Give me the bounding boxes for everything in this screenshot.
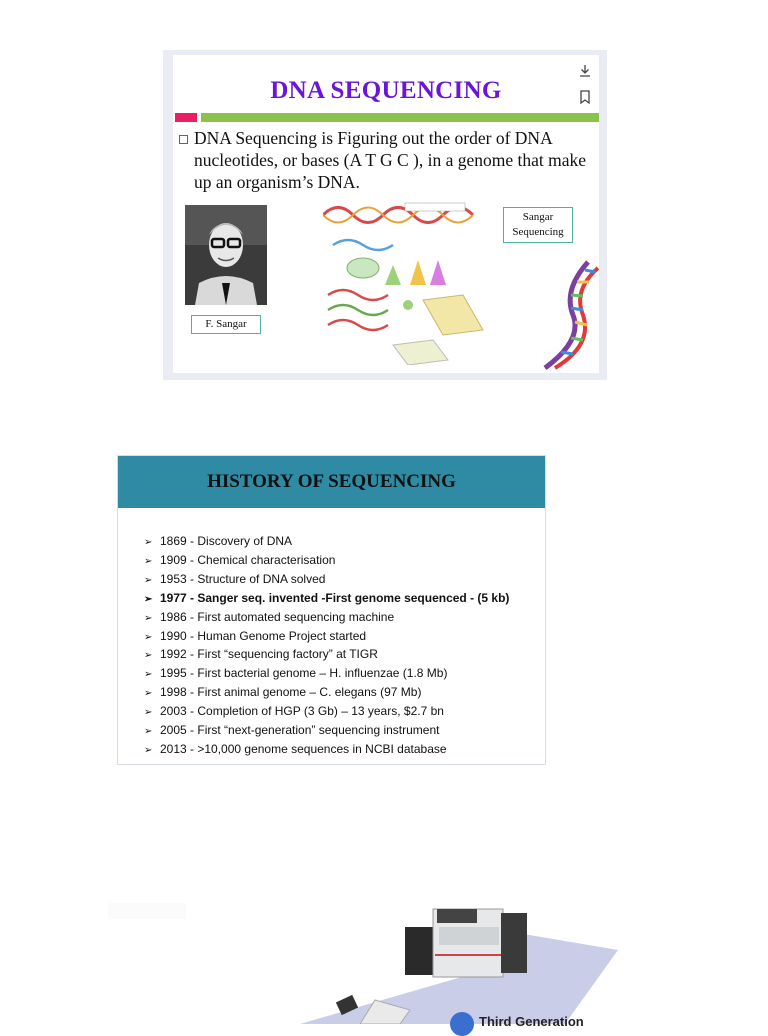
slide-title: HISTORY OF SEQUENCING [207, 471, 456, 492]
history-list-item [144, 703, 544, 722]
history-item-text: 1909 - Chemical characterisation [160, 552, 336, 567]
history-item-text: 1986 - First automated sequencing machine [160, 609, 395, 624]
history-list-item [144, 533, 544, 552]
sequencing-diagram [323, 200, 488, 365]
history-item-text: 1990 - Human Genome Project started [160, 628, 367, 643]
history-list-item [144, 684, 544, 703]
sanger-label-line2: Sequencing [512, 226, 564, 238]
history-item-text: 2005 - First “next-generation” sequencing instrument [160, 723, 440, 738]
sanger-label-line1: Sangar [522, 211, 554, 223]
arrow-bullet-icon: ➢ [144, 650, 153, 662]
sequencer-machine-image [405, 905, 527, 980]
dna-helix-illustration [533, 260, 603, 370]
history-list-item [144, 571, 544, 590]
arrow-bullet-icon: ➢ [144, 707, 153, 719]
history-list-item [144, 552, 544, 571]
bullet-square-icon [179, 135, 188, 144]
accent-bar-pink [175, 113, 197, 122]
history-list-item [144, 741, 544, 760]
history-item-text: 1998 - First animal genome – C. elegans (97 Mb) [160, 685, 422, 700]
history-list-item [144, 590, 544, 609]
history-list-item [144, 665, 544, 684]
history-item-text: 1977 - Sanger seq. invented -First genome sequenced - (5 kb) [160, 590, 510, 605]
arrow-bullet-icon: ➢ [144, 688, 153, 700]
sequencer-device-small-image [330, 990, 410, 1024]
accent-bar-green [201, 113, 599, 122]
arrow-bullet-icon: ➢ [144, 744, 153, 756]
history-list-item [144, 628, 544, 647]
definition-text: DNA Sequencing is Figuring out the order of DNA nucleotides, or bases (A T G C ), in a genome that make up an organism’s DNA. [194, 128, 587, 192]
history-list-item [144, 722, 544, 741]
slide-history-of-sequencing [117, 455, 546, 765]
generation-marker-icon [450, 1012, 474, 1036]
arrow-bullet-icon: ➢ [144, 669, 153, 681]
photo-caption: F. Sangar [191, 315, 261, 334]
slide-tag-placeholder [108, 903, 186, 919]
bookmark-icon[interactable] [577, 89, 593, 105]
arrow-bullet-icon: ➢ [144, 593, 153, 605]
arrow-bullet-icon: ➢ [144, 537, 153, 548]
arrow-bullet-icon: ➢ [144, 555, 153, 567]
sanger-portrait [185, 205, 267, 305]
history-item-text: 1953 - Structure of DNA solved [160, 571, 326, 586]
slide-title: DNA SEQUENCING [270, 77, 502, 104]
history-item-text: 2013 - >10,000 genome sequences in NCBI database [160, 741, 447, 756]
third-generation-label: Third Generation [479, 1014, 584, 1029]
history-item-text: 1995 - First bacterial genome – H. influenzae (1.8 Mb) [160, 666, 448, 681]
slide-content [173, 55, 599, 373]
history-list-item [144, 646, 544, 665]
arrow-bullet-icon: ➢ [144, 574, 153, 586]
history-list [144, 533, 544, 760]
history-list-item [144, 609, 544, 628]
history-item-text: 1992 - First “sequencing factory” at TIGR [160, 647, 378, 662]
sanger-sequencing-label [503, 207, 573, 243]
arrow-bullet-icon: ➢ [144, 631, 153, 643]
history-item-text: 2003 - Completion of HGP (3 Gb) – 13 years, $2.7 bn [160, 704, 444, 719]
arrow-bullet-icon: ➢ [144, 612, 153, 624]
arrow-bullet-icon: ➢ [144, 726, 153, 738]
download-icon[interactable] [577, 63, 593, 79]
slide-dna-sequencing [163, 50, 607, 380]
history-item-text: 1869 - Discovery of DNA [160, 534, 293, 548]
